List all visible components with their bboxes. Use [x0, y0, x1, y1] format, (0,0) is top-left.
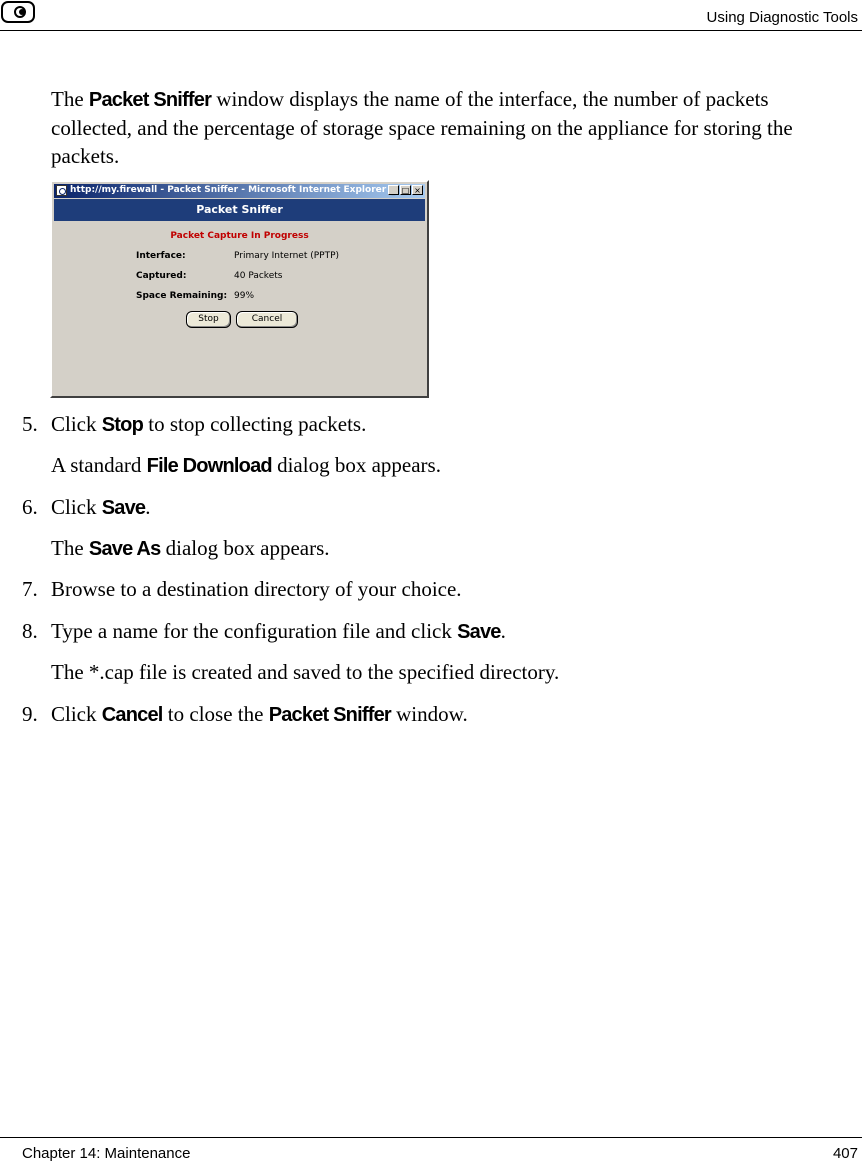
ie-window-title: http://my.firewall - Packet Sniffer - Microsoft Internet Explorer	[70, 185, 387, 195]
ie-title-bar	[54, 184, 425, 198]
packet-sniffer-screenshot	[50, 180, 429, 398]
note-5: A standard File Download dialog box appears.	[51, 453, 441, 477]
step-7: 7. Browse to a destination directory of your choice.	[22, 577, 462, 601]
note-6: The Save As dialog box appears.	[51, 536, 330, 560]
interface-row: Interface: Primary Internet (PPTP)	[136, 251, 340, 261]
step-8: 8. Type a name for the configuration file and click Save.	[22, 619, 506, 643]
minimize-button[interactable]: _	[388, 185, 399, 195]
header-title: Using Diagnostic Tools	[706, 9, 858, 26]
cancel-button[interactable]: Cancel	[236, 311, 298, 328]
step-5: 5. Click Stop to stop collecting packets.	[22, 412, 367, 436]
browser-icon	[56, 185, 67, 196]
page-number: 407	[832, 1145, 858, 1162]
page-header	[0, 0, 862, 31]
close-button[interactable]: ×	[412, 185, 423, 195]
note-8: The *.cap file is created and saved to the specified directory.	[51, 660, 560, 684]
capture-status: Packet Capture In Progress	[170, 231, 309, 241]
step-6: 6. Click Save.	[22, 495, 151, 519]
maximize-button[interactable]: □	[401, 186, 410, 195]
stop-button[interactable]: Stop	[186, 311, 231, 328]
logo-icon	[1, 1, 35, 23]
intro-paragraph: The Packet Sniffer window displays the name of the interface, the number of packets collected, and the percentage of storage space remaining on the appliance for storing the packets.	[51, 87, 793, 168]
term-packet-sniffer: Packet Sniffer	[88, 89, 212, 111]
sniffer-header: Packet Sniffer	[54, 199, 425, 221]
footer-divider	[0, 1137, 862, 1138]
footer-chapter: Chapter 14: Maintenance	[22, 1145, 191, 1162]
space-remaining-row: Space Remaining: 99%	[136, 291, 255, 301]
captured-row: Captured: 40 Packets	[136, 271, 283, 281]
step-9: 9. Click Cancel to close the Packet Sniffer window.	[22, 702, 468, 726]
